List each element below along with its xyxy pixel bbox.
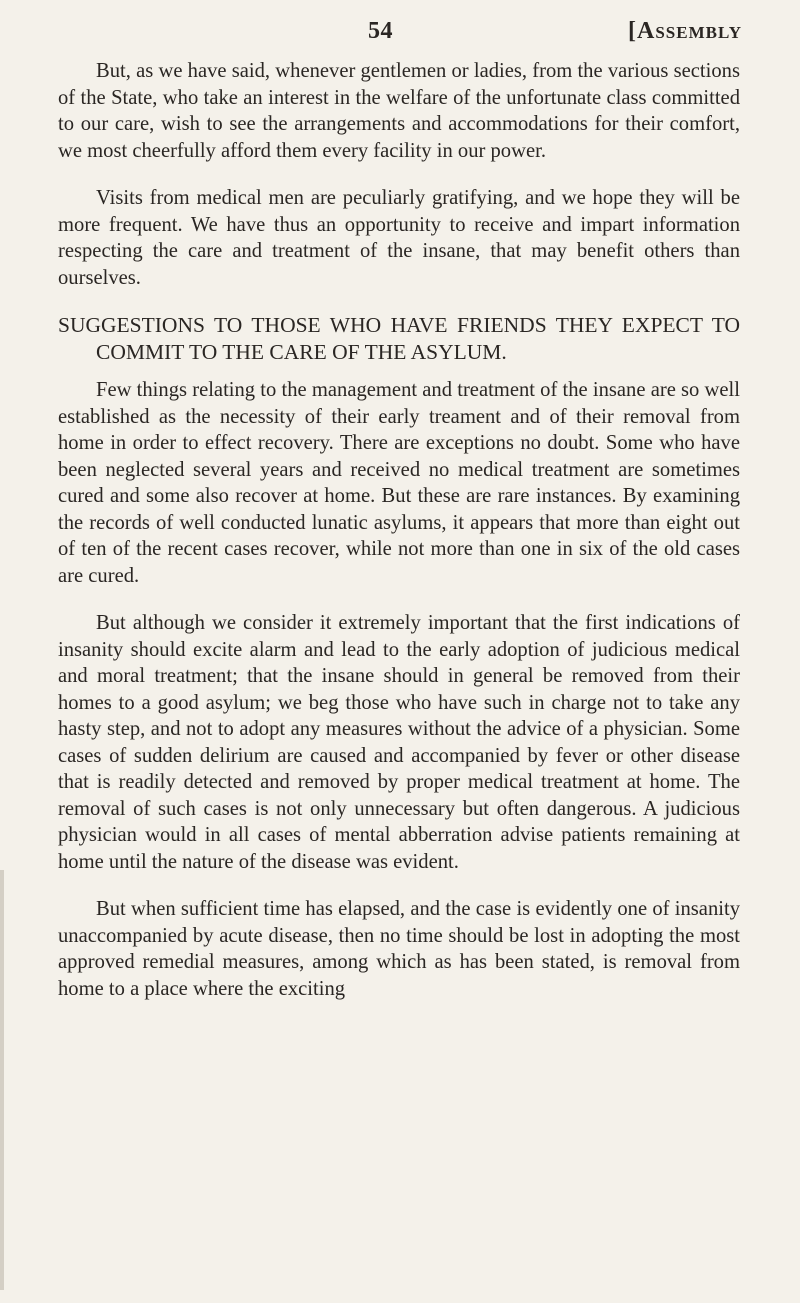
paragraph-removal: But when sufficient time has elapsed, and the case is evidently one of insanity unaccompanied by acute disease, then no time should be lost in adopting the most approved remedial measures, among which as has been stated, is removal from home to a place where the exciting	[58, 898, 740, 1000]
running-head: [Assembly	[628, 18, 743, 44]
paragraph-physician-advice: But although we consider it extremely important that the first indications of insanity should excite alarm and lead to the early adoption of judicious medical and moral treatment; that the insane should in general be removed from their homes to a good asylum; we beg those who have such in charge not to take any hasty step, and not to adopt any measures without the advice of a physician. Some cases of sudden delirium are caused and accompanied by fever or other disease that is readily detected and removed by proper medical treatment at home. The removal of such cases is not only unnecessary but often dangerous. A judicious physician would in all cases of mental abberration advise patients remaining at home until the nature of the disease was evident.	[58, 612, 740, 873]
paragraph-visitors: But, as we have said, whenever gentlemen or ladies, from the various sections of the State, who take an interest in the welfare of the unfortunate class committed to our care, wish to see the arrangements and accommodations for their comfort, we most cheerfully afford them every facility in our power.	[58, 60, 740, 162]
page-header	[0, 18, 800, 52]
section-heading: SUGGESTIONS TO THOSE WHO HAVE FRIENDS THEY EXPECT TO COMMIT TO THE CARE OF THE ASYLUM.	[58, 313, 740, 364]
paragraph-medical-visits: Visits from medical men are peculiarly gratifying, and we hope they will be more frequent. We have thus an opportunity to receive and impart information respecting the care and treatment of the insane, that may benefit others than ourselves.	[58, 187, 740, 289]
page-number: 54	[368, 18, 393, 44]
binding-shadow	[0, 870, 4, 1290]
paragraph-early-treatment: Few things relating to the management and treatment of the insane are so well established as the necessity of their early treament and of their removal from home in order to effect recovery. There are exceptions no doubt. Some who have been neglected several years and received no medical treatment are sometimes cured and some also recover at home. But these are rare instances. By examining the records of well conducted lunatic asylums, it appears that more than eight out of ten of the recent cases recover, while not more than one in six of the old cases are cured.	[58, 379, 740, 587]
body-text	[58, 58, 740, 1002]
